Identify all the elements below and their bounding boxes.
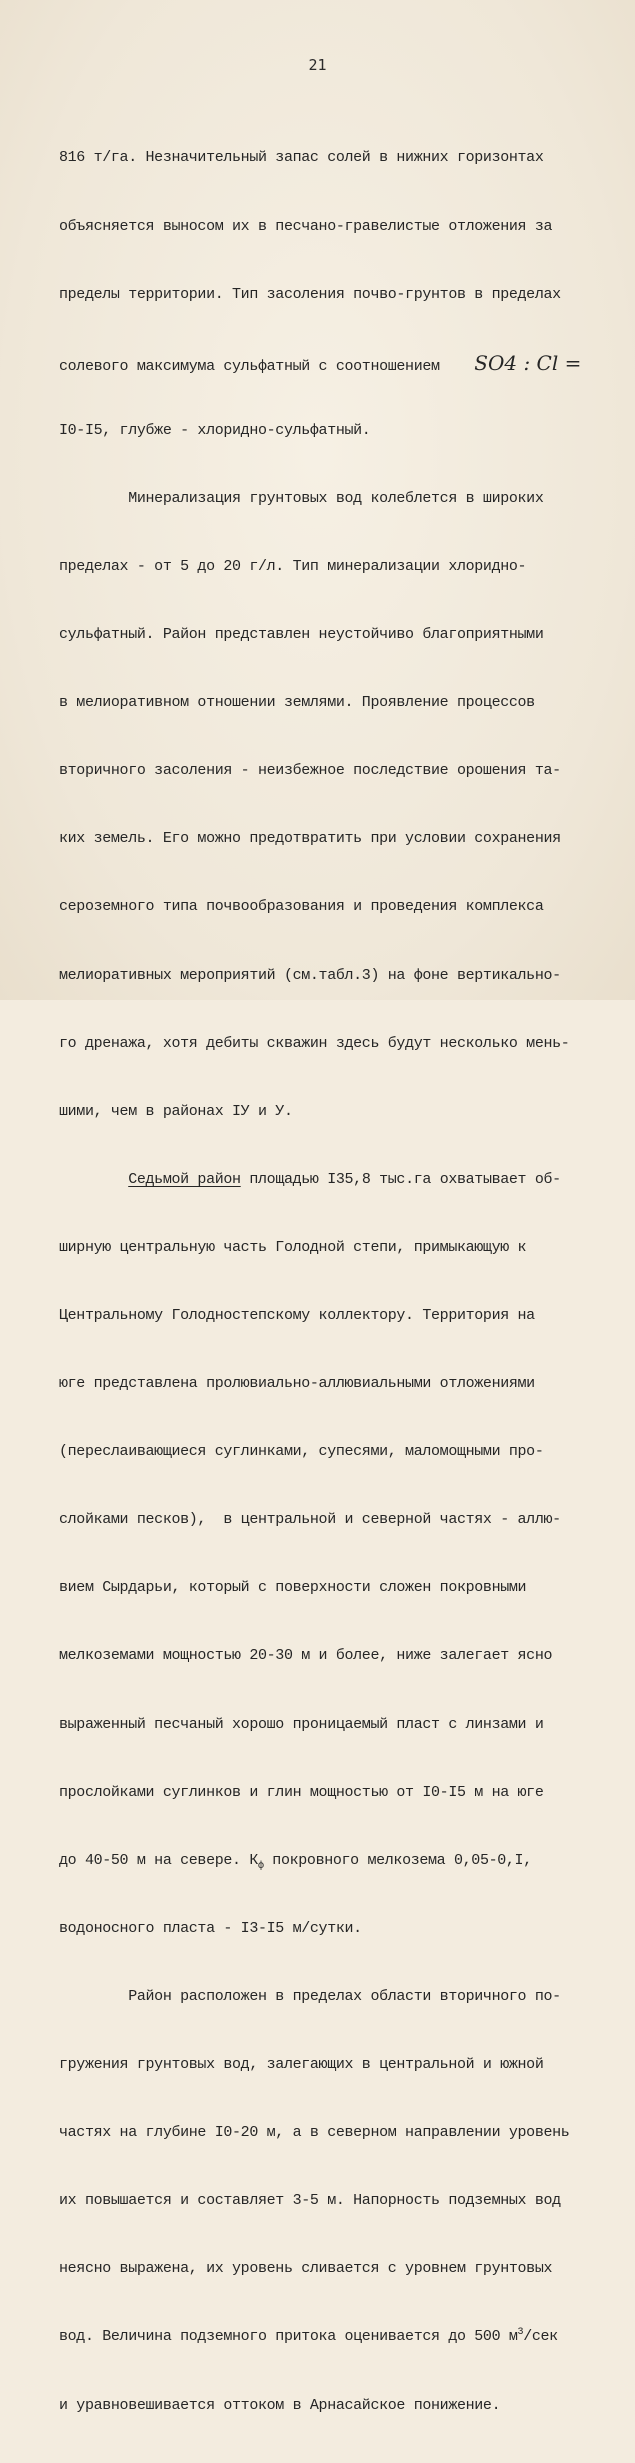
k-subscript: ф xyxy=(258,1860,264,1872)
text-line: вторичного засоления - неизбежное последствие орошения та- xyxy=(59,762,561,780)
text-line: I0-I5, глубже - хлоридно-сульфатный. xyxy=(59,421,371,439)
text-line: Минерализация грунтовых вод колеблется в широких xyxy=(59,489,544,507)
k-text: покровного мелкозема 0,05-0,I, xyxy=(263,1851,532,1869)
text-line-start: до 40-50 м на севере. xyxy=(59,1851,241,1869)
k-symbol: К xyxy=(249,1851,258,1869)
text-line: объясняется выносом их в песчано-гравелистые отложения за xyxy=(59,217,553,235)
text-line: гружения грунтовых вод, залегающих в центральной и южной xyxy=(59,2056,544,2074)
text-line: пределах - от 5 до 20 г/л. Тип минерализации хлоридно- xyxy=(59,557,527,575)
text-line: частях на глубине I0-20 м, а в северном направлении уровень xyxy=(59,2124,570,2142)
district-heading: Седьмой район xyxy=(128,1170,241,1188)
text-line: го дренажа, хотя дебиты скважин здесь будут несколько мень- xyxy=(59,1034,570,1052)
text-line: мелиоративных мероприятий (см.табл.3) на фоне вертикально- xyxy=(59,966,561,984)
text-line: юге представлена пролювиально-аллювиальными отложениями xyxy=(59,1375,535,1393)
text-line: водоносного пласта - I3-I5 м/сутки. xyxy=(59,1919,362,1937)
text-line: неясно выражена, их уровень сливается с уровнем грунтовых xyxy=(59,2260,553,2278)
text-line: мелкоземами мощностью 20-30 м и более, ниже залегает ясно xyxy=(59,1647,553,1665)
text-line: и уравновешивается оттоком в Арнасайское понижение. xyxy=(59,2396,501,2414)
text-line: Район расположен в пределах области вторичного по- xyxy=(59,1987,561,2005)
text-line-rest: площадью I35,8 тыс.га охватывает об- xyxy=(249,1170,561,1188)
text-line: вием Сырдарьи, который с поверхности сложен покровными xyxy=(59,1579,527,1597)
text-line: шими, чем в районах IУ и У. xyxy=(59,1102,293,1120)
text-line: ких земель. Его можно предотвратить при условии сохранения xyxy=(59,830,561,848)
text-line: пределы территории. Тип засоления почво-грунтов в пределах xyxy=(59,285,561,303)
text-line: сульфатный. Район представлен неустойчиво благоприятными xyxy=(59,626,544,644)
text-line: (переслаивающиеся суглинками, супесями, маломощными про- xyxy=(59,1443,544,1461)
text-line xyxy=(59,1169,579,1192)
text-line: сероземного типа почвообразования и проведения комплекса xyxy=(59,898,544,916)
text-line: их повышается и составляет 3-5 м. Напорность подземных вод xyxy=(59,2192,561,2210)
text-line xyxy=(59,350,582,375)
superscript-3: 3 xyxy=(517,2327,524,2339)
body-text xyxy=(59,102,582,2463)
text-line: ширную центральную часть Голодной степи, примыкающую к xyxy=(59,1238,527,1256)
ratio-formula: SO4 : Cl = xyxy=(474,350,582,375)
text-line: 816 т/га. Незначительный запас солей в нижних горизонтах xyxy=(59,149,544,167)
text-line xyxy=(59,1850,579,1873)
text-line: в мелиоративном отношении землями. Проявление процессов xyxy=(59,694,535,712)
text-line xyxy=(59,2326,579,2349)
per-second-unit: /сек xyxy=(523,2328,558,2346)
text-line-start: солевого максимума сульфатный с соотношением xyxy=(59,357,440,375)
text-line-start: вод. Величина подземного притока оценивается до 500 м xyxy=(59,2328,518,2346)
text-line: слойками песков), в центральной и северной частях - аллю- xyxy=(59,1511,561,1529)
text-line: Центральному Голодностепскому коллектору. Территория на xyxy=(59,1307,535,1324)
page-number: 21 xyxy=(308,56,327,74)
text-line: выраженный песчаный хорошо проницаемый пласт с линзами и xyxy=(59,1715,544,1733)
text-line: прослойками суглинков и глин мощностью от I0-I5 м на юге xyxy=(59,1783,544,1801)
